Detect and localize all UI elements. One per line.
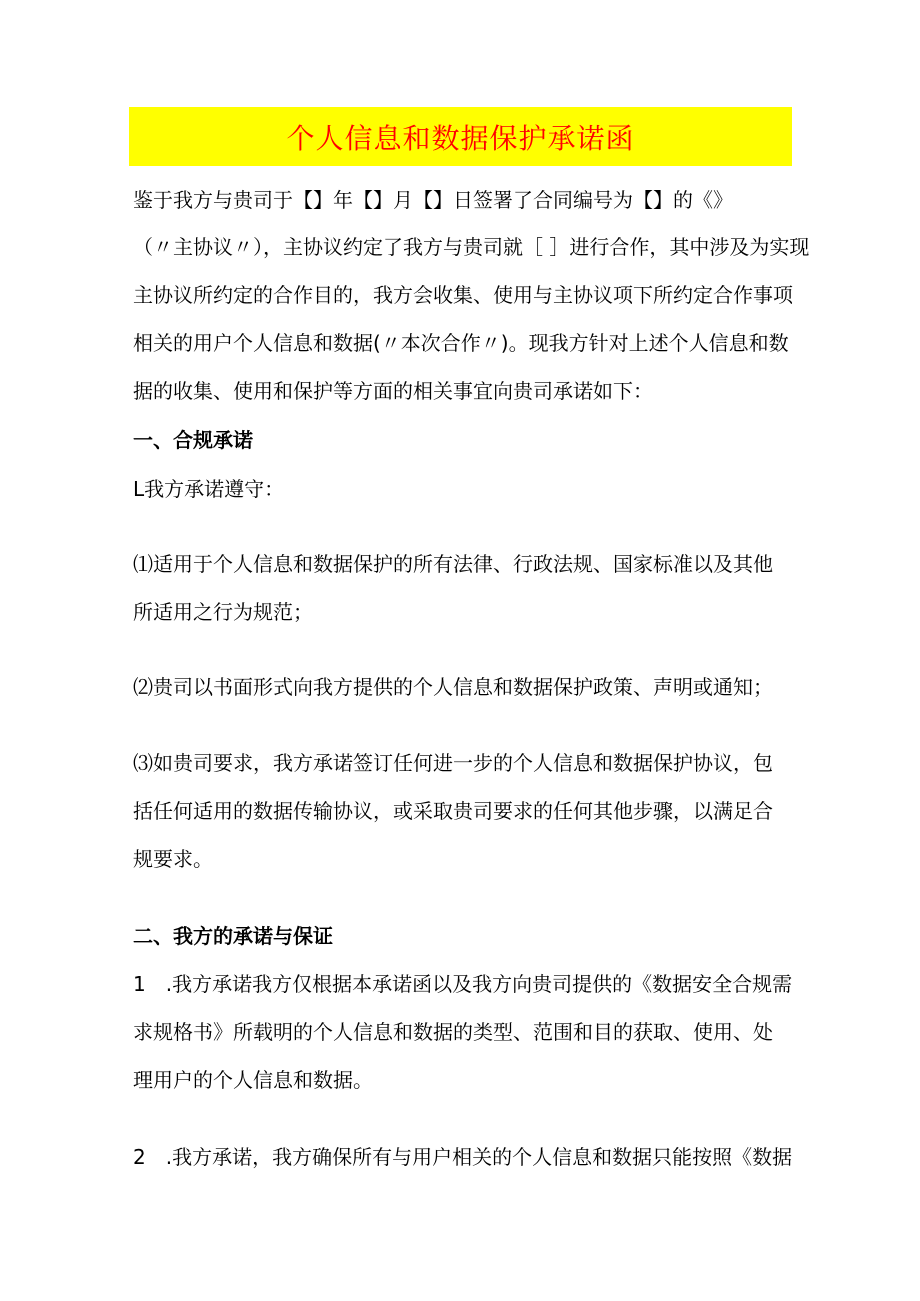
- subclause-3-line: 括任何适用的数据传输协议，或采取贵司要求的任何其他步骤，以满足合: [133, 799, 773, 823]
- commitment-1-line: 1 .我方承诺我方仅根据本承诺函以及我方向贵司提供的《数据安全合规需: [133, 972, 793, 996]
- commitment-1-line: 理用户的个人信息和数据。: [133, 1068, 373, 1092]
- clause-1: L我方承诺遵守：: [133, 477, 285, 501]
- intro-line: 鉴于我方与贵司于【】年【】月【】日签署了合同编号为【】的《》: [133, 188, 733, 212]
- subclause-3-line: ⑶如贵司要求，我方承诺签订任何进一步的个人信息和数据保护协议，包: [133, 751, 773, 775]
- intro-line: 主协议所约定的合作目的，我方会收集、使用与主协议项下所约定合作事项: [133, 283, 793, 307]
- commitment-1-line: 求规格书》所载明的个人信息和数据的类型、范围和目的获取、使用、处: [133, 1020, 773, 1044]
- document-title: 个人信息和数据保护承诺函: [286, 121, 635, 155]
- title-banner: [129, 107, 792, 166]
- section-heading-commitments: 二、我方的承诺与保证: [133, 924, 333, 948]
- section-heading-compliance: 一、合规承诺: [133, 428, 253, 452]
- commitment-2-line: 2 .我方承诺，我方确保所有与用户相关的个人信息和数据只能按照《数据: [133, 1145, 793, 1169]
- subclause-1-line: ⑴适用于个人信息和数据保护的所有法律、行政法规、国家标准以及其他: [133, 552, 773, 576]
- subclause-1-line: 所适用之行为规范；: [133, 600, 313, 624]
- subclause-3-line: 规要求。: [133, 847, 213, 871]
- intro-line: 相关的用户个人信息和数据(〃本次合作〃)。现我方针对上述个人信息和数: [133, 331, 789, 355]
- intro-line: （〃主协议〃），主协议约定了我方与贵司就［ ］进行合作，其中涉及为实现: [133, 235, 810, 259]
- subclause-2-line: ⑵贵司以书面形式向我方提供的个人信息和数据保护政策、声明或通知；: [133, 675, 773, 699]
- intro-line: 据的收集、使用和保护等方面的相关事宜向贵司承诺如下：: [133, 379, 653, 403]
